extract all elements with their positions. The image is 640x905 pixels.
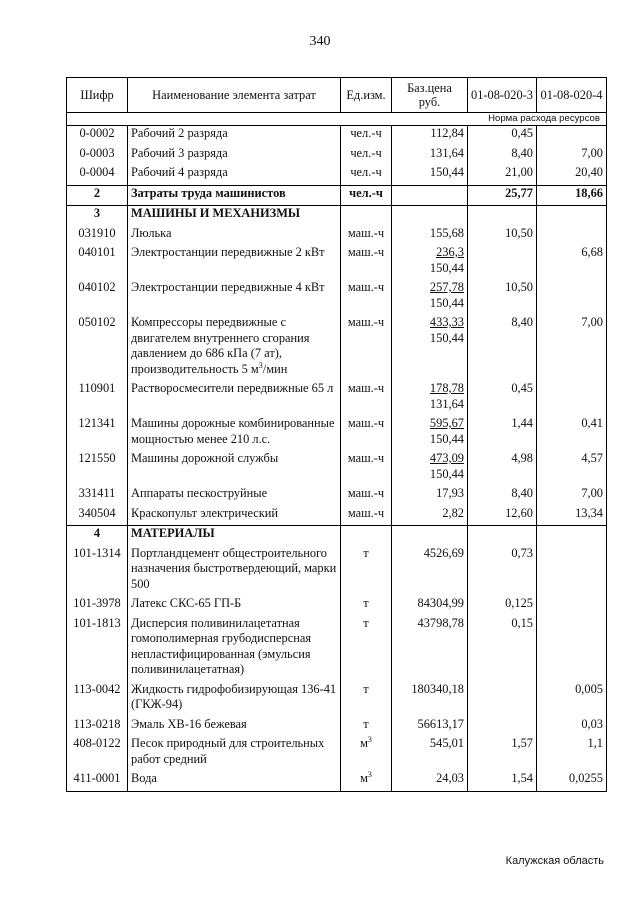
cell-norm-a-text: 21,00 — [505, 165, 533, 179]
cell-name-text: МАШИНЫ И МЕХАНИЗМЫ — [131, 206, 301, 220]
cell-unit-sup: 3 — [367, 769, 372, 779]
cell-norm-a-text: 8,40 — [511, 145, 533, 160]
cell-unit — [341, 616, 392, 682]
cell-name — [128, 245, 341, 280]
cell-norm-a — [468, 682, 537, 717]
cell-norm-a — [468, 771, 537, 791]
cell-code — [67, 546, 128, 597]
cell-name — [128, 315, 341, 381]
cell-norm-a — [468, 616, 537, 682]
price-secondary-value: 150,44 — [429, 260, 464, 275]
cell-unit — [341, 506, 392, 526]
cell-norm-b-text: 0,0255 — [568, 771, 603, 785]
cell-price — [392, 486, 468, 506]
cell-name — [128, 280, 341, 315]
cell-norm-b-text: 7,00 — [581, 145, 603, 160]
cell-norm-a-text: 12,60 — [505, 505, 533, 520]
subheader-row — [67, 113, 607, 126]
cell-unit-text: м — [360, 771, 368, 785]
cell-norm-b — [537, 381, 607, 416]
cell-norm-a — [468, 126, 537, 146]
cell-code — [67, 682, 128, 717]
table-row — [67, 736, 607, 771]
cell-price — [392, 771, 468, 791]
cell-norm-b — [537, 245, 607, 280]
cell-norm-a — [468, 506, 537, 526]
table-row — [67, 451, 607, 486]
price-value: 545,01 — [429, 736, 464, 750]
cell-norm-b — [537, 616, 607, 682]
table-row — [67, 546, 607, 597]
price-secondary-value: 150,44 — [429, 466, 464, 481]
cell-code-text: 0-0002 — [79, 126, 115, 140]
cell-price — [392, 146, 468, 166]
cell-unit — [341, 206, 392, 226]
table-row — [67, 596, 607, 616]
cell-code-text: 340504 — [78, 505, 116, 520]
cell-norm-a — [468, 486, 537, 506]
cell-code — [67, 185, 128, 206]
price-value: 56613,17 — [417, 716, 464, 731]
cell-norm-b-text: 4,57 — [581, 451, 603, 465]
cell-norm-b — [537, 596, 607, 616]
cell-unit — [341, 526, 392, 546]
cell-name-text: Эмаль ХВ-16 бежевая — [131, 716, 247, 731]
cell-price — [392, 206, 468, 226]
cell-code-text: 113-0042 — [73, 681, 121, 696]
cell-norm-b-text: 1,1 — [587, 736, 603, 750]
cell-price — [392, 682, 468, 717]
cell-norm-b — [537, 682, 607, 717]
cell-unit-text: маш.-ч — [347, 280, 385, 294]
cell-norm-a-text: 4,98 — [511, 451, 533, 465]
header-col-a: 01-08-020-3 — [468, 78, 537, 113]
cell-name-text: Латекс СКС-65 ГП-Б — [131, 596, 242, 610]
cell-norm-b — [537, 546, 607, 597]
cell-name-text: МАТЕРИАЛЫ — [131, 526, 215, 540]
cell-norm-a-text: 1,44 — [511, 416, 533, 430]
cell-norm-b — [537, 717, 607, 737]
cell-unit — [341, 736, 392, 771]
price-value: 433,33 — [429, 315, 464, 329]
cell-name — [128, 416, 341, 451]
cell-name — [128, 226, 341, 246]
cell-name-text: Рабочий 4 разряда — [131, 165, 228, 179]
cell-name — [128, 526, 341, 546]
cell-norm-a — [468, 596, 537, 616]
cell-norm-a-text: 10,50 — [505, 225, 533, 240]
cell-unit-text: маш.-ч — [347, 225, 385, 240]
table-row — [67, 526, 607, 546]
cell-price — [392, 451, 468, 486]
cell-name-text: Компрессоры передвижные с двигателем внутреннего сгорания давлением до 686 кПа (7 ат), производительность 5 м — [131, 315, 310, 376]
cell-norm-b — [537, 486, 607, 506]
table-row — [67, 717, 607, 737]
cell-price — [392, 546, 468, 597]
cell-name — [128, 506, 341, 526]
cell-norm-b — [537, 226, 607, 246]
cell-norm-b-text: 0,005 — [575, 681, 603, 696]
table-row — [67, 381, 607, 416]
cell-name — [128, 165, 341, 185]
cell-norm-b — [537, 451, 607, 486]
cell-name-text: Затраты труда машинистов — [131, 185, 286, 200]
cell-norm-b — [537, 185, 607, 206]
price-value: 24,03 — [436, 771, 464, 785]
cell-norm-b — [537, 126, 607, 146]
table-row — [67, 245, 607, 280]
cell-price — [392, 416, 468, 451]
cell-unit-text: т — [363, 615, 369, 630]
cell-norm-a-text: 0,45 — [511, 381, 533, 395]
cell-name-text: Аппараты пескоструйные — [131, 486, 268, 500]
cell-name-text: Растворосмесители передвижные 65 л — [131, 381, 334, 395]
cell-unit-text: т — [363, 545, 369, 560]
cell-code — [67, 146, 128, 166]
cell-code-text: 3 — [93, 206, 101, 220]
cell-price — [392, 315, 468, 381]
cell-norm-a-text: 0,125 — [505, 596, 533, 610]
resource-table — [66, 77, 607, 792]
cell-unit-text: маш.-ч — [347, 245, 385, 259]
cell-unit-text: маш.-ч — [347, 451, 385, 465]
cell-norm-b-text: 7,00 — [581, 315, 603, 329]
cell-norm-a — [468, 381, 537, 416]
cell-price — [392, 736, 468, 771]
cell-price — [392, 381, 468, 416]
price-value: 180340,18 — [411, 681, 464, 696]
cell-code — [67, 771, 128, 791]
cell-name-text: Рабочий 2 разряда — [131, 126, 228, 140]
cell-norm-b-text: 20,40 — [575, 165, 603, 179]
table-row — [67, 280, 607, 315]
cell-unit-text: чел.-ч — [349, 185, 383, 200]
price-secondary-value: 131,64 — [429, 396, 464, 411]
price-value: 2,82 — [442, 505, 464, 520]
cell-unit — [341, 226, 392, 246]
cell-code — [67, 506, 128, 526]
price-value: 150,44 — [429, 165, 464, 179]
cell-code — [67, 486, 128, 506]
region-footer: Калужская область — [505, 855, 604, 867]
cell-norm-b — [537, 146, 607, 166]
table-row — [67, 416, 607, 451]
cell-unit — [341, 315, 392, 381]
price-value: 257,78 — [429, 280, 464, 294]
cell-norm-a-text: 0,45 — [511, 126, 533, 140]
cell-code — [67, 245, 128, 280]
cell-name-tail: /мин — [262, 361, 288, 376]
cell-unit — [341, 146, 392, 166]
norm-subheader: Норма расхода ресурсов — [67, 113, 607, 126]
cell-norm-a — [468, 245, 537, 280]
cell-code — [67, 381, 128, 416]
table-row — [67, 206, 607, 226]
cell-unit — [341, 381, 392, 416]
cell-code-text: 331411 — [78, 486, 116, 500]
cell-unit — [341, 126, 392, 146]
cell-code-text: 113-0218 — [73, 716, 121, 731]
cell-norm-a — [468, 526, 537, 546]
cell-unit — [341, 546, 392, 597]
table-row — [67, 226, 607, 246]
cell-code-text: 101-3978 — [73, 596, 121, 610]
price-secondary-value: 150,44 — [429, 330, 464, 345]
cell-code-text: 040102 — [78, 280, 116, 294]
table-row — [67, 315, 607, 381]
cell-unit — [341, 165, 392, 185]
price-value: 84304,99 — [417, 596, 464, 610]
cell-norm-b — [537, 736, 607, 771]
price-secondary-value: 150,44 — [429, 295, 464, 310]
cell-unit — [341, 486, 392, 506]
cell-norm-a — [468, 717, 537, 737]
cell-code — [67, 736, 128, 771]
price-value: 4526,69 — [423, 545, 464, 560]
cell-unit — [341, 451, 392, 486]
cell-code-text: 408-0122 — [73, 736, 121, 750]
cell-code — [67, 526, 128, 546]
cell-name — [128, 736, 341, 771]
cell-price — [392, 717, 468, 737]
cell-name-text: Портландцемент общестроительного назначения быстротвердеющий, марки 500 — [131, 545, 337, 591]
cell-norm-b — [537, 506, 607, 526]
cell-code-text: 0-0004 — [79, 165, 115, 179]
header-code: Шифр — [67, 78, 128, 113]
cell-unit — [341, 280, 392, 315]
cell-norm-b — [537, 206, 607, 226]
cell-code-text: 101-1314 — [73, 545, 121, 560]
table-row — [67, 185, 607, 206]
price-value: 236,3 — [436, 245, 464, 259]
cell-code-text: 050102 — [78, 315, 116, 329]
price-value: 43798,78 — [417, 615, 464, 630]
cell-name — [128, 596, 341, 616]
cell-norm-a-text: 0,73 — [511, 545, 533, 560]
cell-name-text: Машины дорожные комбинированные мощностью менее 210 л.с. — [131, 416, 335, 446]
cell-norm-b — [537, 771, 607, 791]
cell-name-text: Машины дорожной службы — [131, 451, 279, 465]
cell-unit-text: чел.-ч — [350, 145, 382, 160]
cell-name-sup: 3 — [258, 360, 263, 370]
cell-price — [392, 126, 468, 146]
cell-unit-text: маш.-ч — [347, 416, 385, 430]
cell-norm-a — [468, 280, 537, 315]
cell-unit — [341, 717, 392, 737]
cell-unit-sup: 3 — [367, 734, 372, 744]
cell-norm-b-text: 13,34 — [575, 505, 603, 520]
cell-code-text: 121341 — [78, 416, 116, 430]
cell-norm-a — [468, 146, 537, 166]
cell-price — [392, 185, 468, 206]
cell-name-text: Вода — [131, 771, 157, 785]
table-row — [67, 165, 607, 185]
cell-unit-text: маш.-ч — [347, 486, 385, 500]
cell-name-text: Электростанции передвижные 2 кВт — [131, 245, 325, 259]
cell-code — [67, 126, 128, 146]
cell-norm-a-text: 8,40 — [511, 486, 533, 500]
cell-norm-b-text: 18,66 — [575, 185, 603, 200]
cell-name-text: Дисперсия поливинилацетатная гомополимерная грубодисперсная непластифицированная (эмульсия поливинилацетатная) — [131, 615, 312, 676]
page-number: 340 — [309, 34, 331, 49]
price-value: 17,93 — [436, 486, 464, 500]
cell-unit — [341, 185, 392, 206]
price-value: 595,67 — [429, 416, 464, 430]
cell-name — [128, 771, 341, 791]
cell-price — [392, 596, 468, 616]
cell-name — [128, 381, 341, 416]
cell-price — [392, 245, 468, 280]
cell-name — [128, 486, 341, 506]
cell-unit — [341, 682, 392, 717]
cell-code — [67, 451, 128, 486]
cell-code — [67, 616, 128, 682]
cell-name — [128, 126, 341, 146]
cell-unit-text: чел.-ч — [350, 126, 382, 140]
cell-unit-text: т — [363, 716, 369, 731]
cell-name — [128, 616, 341, 682]
cell-unit-text: м — [360, 736, 368, 750]
table-row — [67, 506, 607, 526]
cell-norm-a-text: 10,50 — [505, 280, 533, 294]
cell-code — [67, 226, 128, 246]
price-value: 178,78 — [429, 381, 464, 395]
cell-norm-b-text: 7,00 — [581, 486, 603, 500]
table-row — [67, 126, 607, 146]
price-secondary-value: 150,44 — [429, 431, 464, 446]
cell-code — [67, 165, 128, 185]
table-row — [67, 682, 607, 717]
cell-norm-b — [537, 526, 607, 546]
cell-name — [128, 546, 341, 597]
cell-norm-b — [537, 315, 607, 381]
cell-unit — [341, 596, 392, 616]
cell-name-text: Песок природный для строительных работ средний — [131, 736, 325, 766]
cell-code — [67, 596, 128, 616]
cell-name-text: Люлька — [131, 225, 172, 240]
cell-norm-a-text: 1,54 — [511, 771, 533, 785]
cell-norm-b — [537, 165, 607, 185]
cell-code-text: 110901 — [78, 381, 116, 395]
cell-price — [392, 506, 468, 526]
cell-name-text: Жидкость гидрофобизирующая 136-41 (ГКЖ-94) — [131, 681, 337, 711]
cell-price — [392, 165, 468, 185]
cell-norm-a-text: 25,77 — [505, 185, 533, 200]
cell-unit-text: т — [363, 681, 369, 696]
cell-unit — [341, 416, 392, 451]
cell-price — [392, 616, 468, 682]
cell-norm-a — [468, 736, 537, 771]
cell-price — [392, 226, 468, 246]
cell-unit — [341, 245, 392, 280]
cell-code-text: 4 — [93, 526, 101, 540]
cell-code — [67, 206, 128, 226]
cell-code — [67, 315, 128, 381]
cell-name — [128, 717, 341, 737]
cell-unit — [341, 771, 392, 791]
cell-norm-a-text: 1,57 — [511, 736, 533, 750]
cell-code — [67, 416, 128, 451]
cell-unit-text: чел.-ч — [350, 165, 382, 179]
cell-code-text: 2 — [93, 185, 101, 200]
cell-norm-a — [468, 226, 537, 246]
price-value: 112,84 — [430, 126, 464, 140]
cell-code-text: 031910 — [78, 225, 116, 240]
cell-norm-b-text: 6,68 — [581, 245, 603, 259]
cell-name-text: Электростанции передвижные 4 кВт — [131, 280, 325, 294]
price-value: 155,68 — [429, 225, 464, 240]
cell-code — [67, 717, 128, 737]
table-row — [67, 486, 607, 506]
cell-norm-a — [468, 185, 537, 206]
cell-norm-a — [468, 416, 537, 451]
header-col-b: 01-08-020-4 — [537, 78, 607, 113]
cell-unit-text: маш.-ч — [347, 315, 385, 329]
cell-price — [392, 280, 468, 315]
cell-norm-b-text: 0,03 — [581, 716, 603, 731]
cell-norm-a — [468, 315, 537, 381]
cell-norm-a — [468, 451, 537, 486]
price-value: 473,09 — [429, 451, 464, 465]
table-row — [67, 146, 607, 166]
cell-code-text: 121550 — [78, 451, 116, 465]
cell-price — [392, 526, 468, 546]
cell-norm-b — [537, 416, 607, 451]
cell-name-text: Рабочий 3 разряда — [131, 145, 228, 160]
cell-unit-text: маш.-ч — [347, 381, 385, 395]
cell-code-text: 040101 — [78, 245, 116, 259]
cell-norm-b-text: 0,41 — [581, 416, 603, 430]
header-price: Баз.цена руб. — [392, 78, 468, 113]
cell-norm-a — [468, 165, 537, 185]
cell-norm-a-text: 0,15 — [511, 615, 533, 630]
cell-norm-a — [468, 546, 537, 597]
cell-name — [128, 206, 341, 226]
cell-norm-a-text: 8,40 — [511, 315, 533, 329]
cell-name — [128, 451, 341, 486]
table-row — [67, 616, 607, 682]
table-row — [67, 771, 607, 791]
cell-code-text: 0-0003 — [79, 145, 115, 160]
cell-code-text: 101-1813 — [73, 615, 121, 630]
cell-norm-a — [468, 206, 537, 226]
cell-name — [128, 682, 341, 717]
table-body — [67, 126, 607, 792]
cell-name-text: Краскопульт электрический — [131, 505, 279, 520]
cell-code-text: 411-0001 — [73, 771, 121, 785]
cell-name — [128, 185, 341, 206]
header-name: Наименование элемента затрат — [128, 78, 341, 113]
cell-unit-text: маш.-ч — [347, 505, 385, 520]
cell-norm-b — [537, 280, 607, 315]
price-value: 131,64 — [429, 145, 464, 160]
cell-code — [67, 280, 128, 315]
header-row — [67, 78, 607, 113]
cell-name — [128, 146, 341, 166]
header-unit: Ед.изм. — [341, 78, 392, 113]
cell-unit-text: т — [363, 596, 369, 610]
